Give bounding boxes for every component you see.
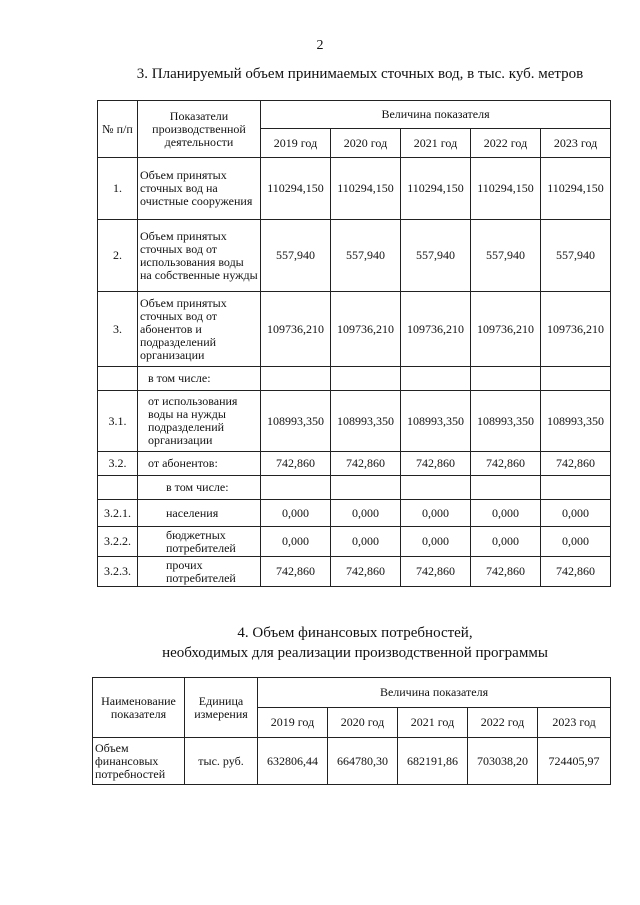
header-year: 2023 год	[538, 708, 611, 738]
row-value: 0,000	[401, 527, 471, 557]
row-value: 557,940	[471, 220, 541, 292]
row-value: 682191,86	[398, 738, 468, 785]
financial-needs-table	[92, 677, 611, 785]
row-value: 742,860	[261, 557, 331, 587]
row-num	[98, 367, 138, 391]
header-year: 2020 год	[328, 708, 398, 738]
header-year: 2023 год	[541, 129, 611, 158]
row-value: 110294,150	[261, 158, 331, 220]
row-num: 3.2.1.	[98, 500, 138, 527]
row-value	[541, 367, 611, 391]
page-number: 2	[316, 38, 324, 53]
row-value: 109736,210	[541, 292, 611, 367]
header-year: 2019 год	[261, 129, 331, 158]
row-value: 110294,150	[541, 158, 611, 220]
row-label: в том числе:	[138, 367, 261, 391]
row-num: 3.2.3.	[98, 557, 138, 587]
row-value: 742,860	[541, 557, 611, 587]
header-value-group: Величина показателя	[258, 678, 611, 708]
row-value: 742,860	[261, 452, 331, 476]
table-row	[98, 476, 611, 500]
row-value: 110294,150	[471, 158, 541, 220]
header-year: 2021 год	[398, 708, 468, 738]
header-name: Наименование показателя	[93, 678, 185, 738]
header-year: 2022 год	[468, 708, 538, 738]
header-year: 2021 год	[401, 129, 471, 158]
row-value: 0,000	[471, 527, 541, 557]
row-value	[401, 476, 471, 500]
header-value-group: Величина показателя	[261, 101, 611, 129]
row-value: 0,000	[541, 527, 611, 557]
header-indicator: Показатели производственной деятельности	[138, 101, 261, 158]
row-value: 109736,210	[471, 292, 541, 367]
header-unit: Единица измерения	[185, 678, 258, 738]
row-value	[401, 367, 471, 391]
row-value: 0,000	[261, 500, 331, 527]
table-row	[93, 738, 611, 785]
header-num: № п/п	[98, 101, 138, 158]
row-value	[471, 367, 541, 391]
row-num: 1.	[98, 158, 138, 220]
row-value: 109736,210	[331, 292, 401, 367]
section4-title-line1: 4. Объем финансовых потребностей,	[237, 625, 473, 641]
row-value: 108993,350	[471, 391, 541, 452]
row-num: 2.	[98, 220, 138, 292]
row-value: 557,940	[331, 220, 401, 292]
row-num: 3.2.2.	[98, 527, 138, 557]
section3-title: 3. Планируемый объем принимаемых сточных вод, в тыс. куб. метров	[136, 66, 584, 82]
row-value: 742,860	[331, 452, 401, 476]
row-value: 0,000	[261, 527, 331, 557]
table-row	[98, 158, 611, 220]
row-num: 3.2.	[98, 452, 138, 476]
section4-title-line2: необходимых для реализации производственной программы	[162, 645, 548, 661]
row-value: 742,860	[471, 452, 541, 476]
table-row	[98, 500, 611, 527]
row-label: Объем финансовых потребностей	[93, 738, 185, 785]
row-label: населения	[138, 500, 261, 527]
table-row	[98, 557, 611, 587]
row-value: 109736,210	[401, 292, 471, 367]
table-row	[98, 292, 611, 367]
row-num: 3.1.	[98, 391, 138, 452]
row-value	[471, 476, 541, 500]
row-num: 3.	[98, 292, 138, 367]
row-value: 109736,210	[261, 292, 331, 367]
row-value: 742,860	[401, 557, 471, 587]
row-value: 0,000	[331, 527, 401, 557]
row-value: 742,860	[471, 557, 541, 587]
table-row	[98, 527, 611, 557]
row-unit: тыс. руб.	[185, 738, 258, 785]
row-value: 108993,350	[331, 391, 401, 452]
header-year: 2019 год	[258, 708, 328, 738]
row-value: 742,860	[401, 452, 471, 476]
row-value	[261, 476, 331, 500]
row-value: 557,940	[401, 220, 471, 292]
row-value: 664780,30	[328, 738, 398, 785]
row-value: 703038,20	[468, 738, 538, 785]
row-label: в том числе:	[138, 476, 261, 500]
wastewater-volume-table	[97, 100, 611, 587]
row-label: от абонентов:	[138, 452, 261, 476]
row-value: 0,000	[471, 500, 541, 527]
row-value: 557,940	[541, 220, 611, 292]
row-value: 632806,44	[258, 738, 328, 785]
row-value: 108993,350	[401, 391, 471, 452]
row-label: Объем принятых сточных вод от использования воды на собственные нужды	[138, 220, 261, 292]
table-row	[98, 391, 611, 452]
row-value	[331, 476, 401, 500]
row-value: 110294,150	[331, 158, 401, 220]
row-value: 742,860	[331, 557, 401, 587]
row-label: бюджетных потребителей	[138, 527, 261, 557]
row-value: 0,000	[541, 500, 611, 527]
table-row	[98, 367, 611, 391]
header-year: 2020 год	[331, 129, 401, 158]
row-label: от использования воды на нужды подразделений организации	[138, 391, 261, 452]
row-value	[331, 367, 401, 391]
row-value: 742,860	[541, 452, 611, 476]
row-value	[541, 476, 611, 500]
row-value: 0,000	[331, 500, 401, 527]
row-value: 108993,350	[541, 391, 611, 452]
row-value: 724405,97	[538, 738, 611, 785]
row-label: Объем принятых сточных вод от абонентов и подразделений организации	[138, 292, 261, 367]
row-value: 0,000	[401, 500, 471, 527]
row-label: Объем принятых сточных вод на очистные сооружения	[138, 158, 261, 220]
row-value: 110294,150	[401, 158, 471, 220]
row-value	[261, 367, 331, 391]
row-value: 108993,350	[261, 391, 331, 452]
row-label: прочих потребителей	[138, 557, 261, 587]
row-num	[98, 476, 138, 500]
table-row	[98, 452, 611, 476]
row-value: 557,940	[261, 220, 331, 292]
header-year: 2022 год	[471, 129, 541, 158]
table-row	[98, 220, 611, 292]
